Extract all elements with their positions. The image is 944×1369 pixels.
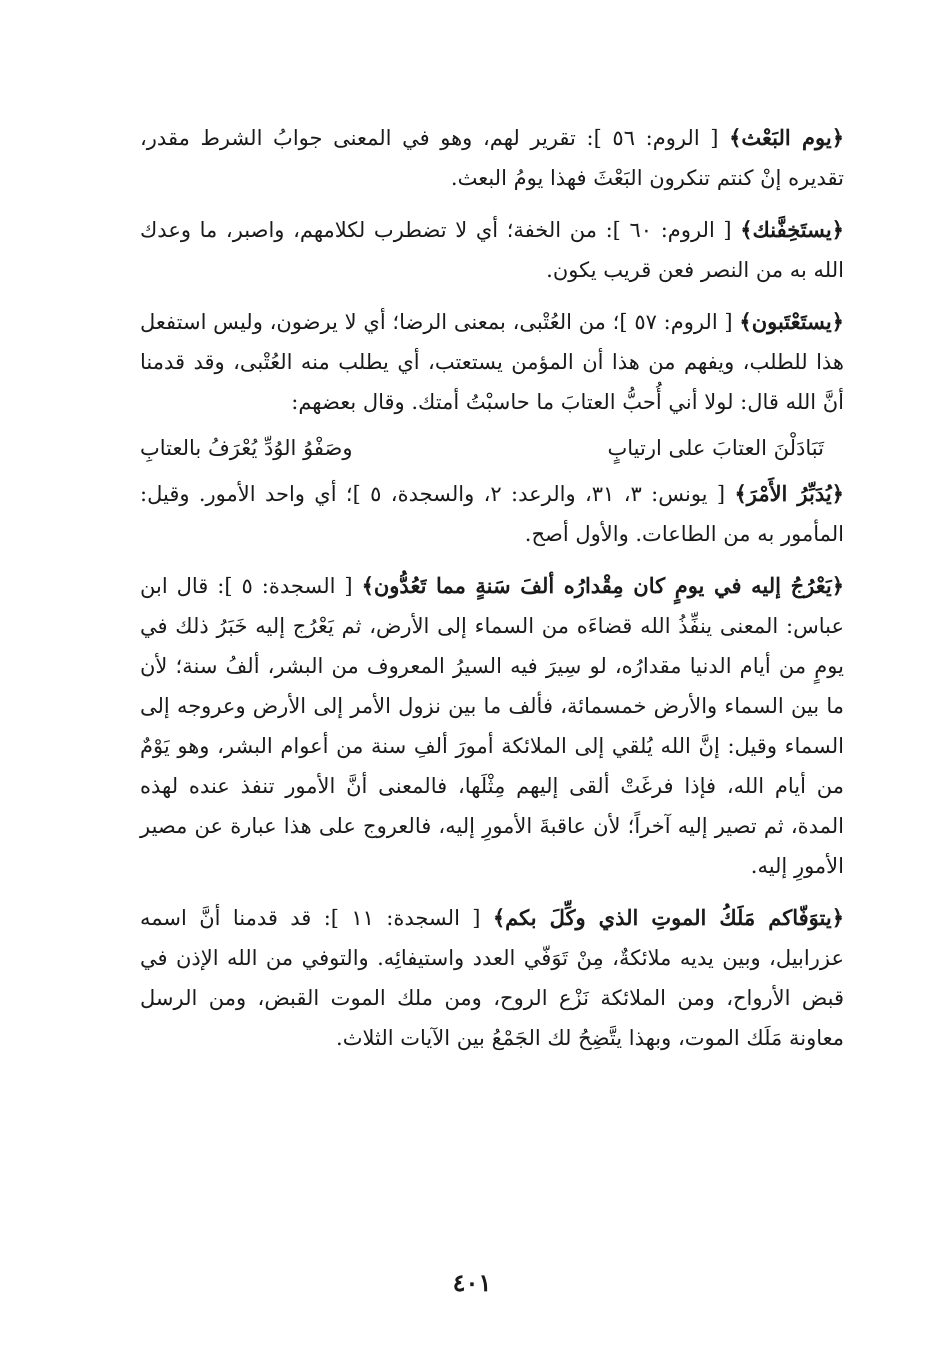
entry-headword: ﴿يوم البَعْث﴾: [729, 125, 844, 150]
page-number: ٤٠١: [452, 1268, 492, 1297]
entry-yaruju-ilayh: [140, 566, 844, 886]
entry-headword: ﴿يستَخِفَّنك﴾: [740, 217, 844, 242]
verse-first-hemistich: تَبَادَلْنَ العتابَ على ارتيابٍ: [607, 436, 824, 460]
entry-text: [ الروم: ٦٠ ]: من الخفة؛ أي لا تضطرب لكلامهم، واصبر، ما وعدك الله به من النصر فعن قريب يكون.: [140, 218, 844, 282]
entry-yawm-al-baath: [140, 118, 844, 198]
entry-yatawaffakum: [140, 898, 844, 1058]
entry-headword: ﴿يتوَفّاكم مَلَكُ الموتِ الذي وكِّلَ بكم﴾: [492, 905, 845, 930]
entry-yastakhiffannak: [140, 210, 844, 290]
entry-text: [ الروم: ٥٧ ]؛ من العُتْبى، بمعنى الرضا؛ أي لا يرضون، وليس استفعل هذا للطلب، ويفهم من هذا أن المؤمن يستعتب، أي يطلب منه العُتْبى، وقد قدمنا أنَّ الله قال: لولا أني أُحبُّ العتابَ ما حاسبْتُ أمتك. وقال بعضهم:: [140, 310, 844, 414]
entry-yustatabun: [140, 302, 844, 422]
entry-text: [ يونس: ٣، ٣١، والرعد: ٢، والسجدة، ٥ ]؛ أي واحد الأمور. وقيل: المأمور به من الطاعات. والأول أصح.: [140, 482, 844, 546]
entry-headword: ﴿يَعْرُجُ إليه في يومٍ كان مِقْدارُه ألفَ سَنةٍ مما تَعُدُّون﴾: [361, 573, 845, 598]
entry-text: [ الروم: ٥٦ ]: تقرير لهم، وهو في المعنى جوابُ الشرط مقدر، تقديره إنْ كنتم تنكرون البَعْثَ فهذا يومُ البعث.: [140, 126, 844, 190]
verse-second-hemistich: وصَفْوُ الوُدِّ يُعْرَفُ بالعتابِ: [140, 436, 353, 460]
entry-headword: ﴿يستَعْتَبون﴾: [739, 309, 844, 334]
entry-text: [ السجدة: ٥ ]: قال ابن عباس: المعنى ينفِّذُ الله قضاءَه من السماء إلى الأرض، ثم يَعْرُج إليه خَبَرُ ذلك في يومٍ من أيام الدنيا مقدارُه، لو سِيرَ فيه السيرُ المعروف من البشر، ألفُ سنة؛ لأن ما بين السماء والأرض خمسمائة، فألف ما بين نزول الأمر إلى الأرض وعروجه إلى السماء وقيل: إنَّ الله يُلقي إلى الملائكة أمورَ ألفِ سنة من أعوام البشر، وهو يَوْمٌ من أيام الله، فإذا فرغَتْ ألقى إليهم مِثْلَها، فالمعنى أنَّ الأمور تنفذ عنده لهذه المدة، ثم تصير إليه آخراً؛ لأن عاقبةَ الأمورِ إليه، فالعروج على هذا عبارة عن مصير الأمورِ إليه.: [140, 574, 844, 878]
entry-yudabbir-al-amr: [140, 474, 844, 554]
entry-headword: ﴿يُدَبِّرُ الأَمْرَ﴾: [734, 481, 844, 506]
entry-text: [ السجدة: ١١ ]: قد قدمنا أنَّ اسمه عزرابيل، وبين يديه ملائكةٌ، مِنْ تَوَفّي العدد واستيفائِه. والتوفي من الله الإذن في قبض الأرواح، ومن الملائكة نَزْع الروح، ومن ملك الموت القبض، ومن الرسل معاونة مَلَك الموت، وبهذا يتَّضِحُ لك الجَمْعُ بين الآيات الثلاث.: [140, 906, 844, 1050]
poetry-verse: [140, 428, 824, 468]
